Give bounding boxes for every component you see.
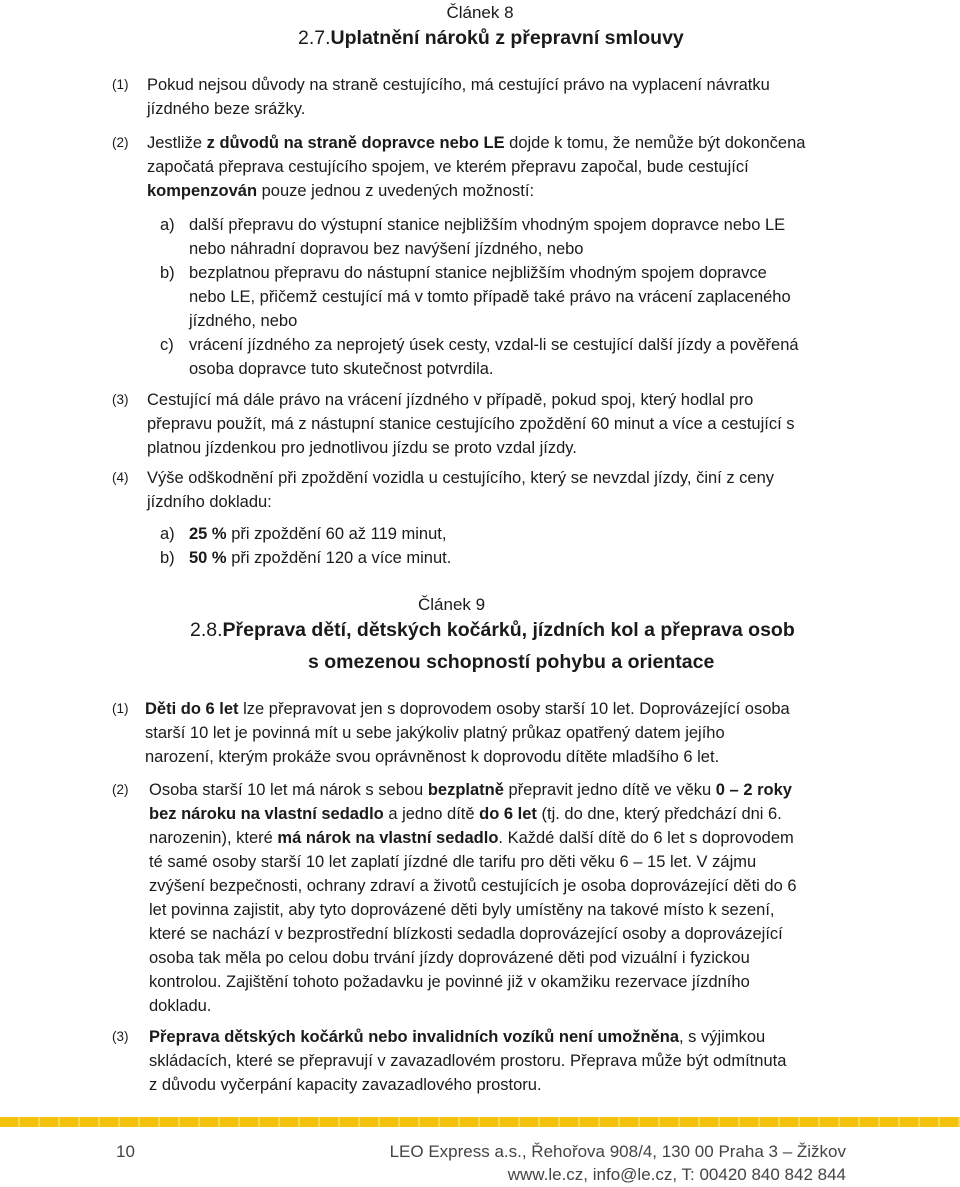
list-item-line: jízdného, nebo [189,312,298,330]
emphasis: bezplatně [427,781,504,799]
emphasis: Přeprava dětských kočárků nebo invalidních vozíků není umožněna [149,1028,679,1046]
emphasis: 25 % [189,525,227,543]
paragraph-number: (2) [112,782,129,797]
list-item-line [189,522,446,546]
paragraph-line: let povinna zajistit, aby tyto doprovázené děti byly umístěny na takové místo k sezení, [149,901,775,919]
text: Osoba starší 10 let má nárok s sebou [149,781,428,799]
section-2-8-title [190,619,795,642]
paragraph-line: té samé osoby starší 10 let zaplatí jízdné dle tarifu pro děti věku 6 – 15 let. V zájmu [149,853,757,871]
footer-contact[interactable]: www.le.cz, info@le.cz, T: 00420 840 842 844 [507,1165,846,1184]
paragraph-line: z důvodu vyčerpání kapacity zavazadlového prostoru. [149,1076,542,1094]
paragraph-line [149,1025,765,1049]
list-item-line: vrácení jízdného za neprojetý úsek cesty, vzdal-li se cestující další jízdy a pověřená [189,336,799,354]
emphasis: má nárok na vlastní sedadlo [277,829,499,847]
text: , s výjimkou [679,1028,766,1046]
list-item-line: bezplatnou přepravu do nástupní stanice nejbližším vhodným spojem dopravce [189,264,767,282]
list-item-line [189,546,451,570]
text: narozenin), které [149,829,278,847]
paragraph-line [145,697,790,721]
text: a jedno dítě [383,805,480,823]
text: lze přepravovat jen s doprovodem osoby starší 10 let. Doprovázející osoba [238,700,790,718]
paragraph-line: Cestující má dále právo na vrácení jízdného v případě, pokud spoj, který hodlal pro [147,391,754,409]
paragraph-line: osoba tak měla po celou dobu trvání jízdy doprovázené děti pod vizuální i fyzickou [149,949,750,967]
paragraph-line: starší 10 let je povinná mít u sebe jakýkoliv platný průkaz opatřený datem jejího [145,724,725,742]
paragraph-line: platnou jízdenkou pro jednotlivou jízdu se proto vzdal jízdy. [147,439,577,457]
list-item-line: nebo LE, přičemž cestující má v tomto případě také právo na vrácení zaplaceného [189,288,791,306]
text: při zpoždění 120 a více minut. [226,549,452,567]
paragraph-line: jízdného beze srážky. [147,100,306,118]
list-item-line: další přepravu do výstupní stanice nejbližším vhodným spojem dopravce nebo LE [189,216,786,234]
paragraph-number: (3) [112,1029,129,1044]
list-item-line: osoba dopravce tuto skutečnost potvrdila. [189,360,494,378]
paragraph-line: přepravu použít, má z nástupní stanice cestujícího zpoždění 60 minut a více a cestující s [147,415,795,433]
paragraph-line [149,802,782,826]
footer-address: LEO Express a.s., Řehořova 908/4, 130 00 Praha 3 – Žižkov [389,1142,846,1161]
section-heading: Uplatnění nároků z přepravní smlouvy [330,27,684,49]
paragraph-number: (4) [112,470,129,485]
section-heading: Přeprava dětí, dětských kočárků, jízdních kol a přeprava osob [222,619,795,641]
paragraph-line: Výše odškodnění při zpoždění vozidla u cestujícího, který se nevzdal jízdy, činí z ceny [147,469,775,487]
page-number: 10 [116,1142,135,1161]
paragraph-line [149,778,792,802]
emphasis: Děti do 6 let [145,700,239,718]
list-marker: a) [160,525,175,543]
paragraph-line: kontrolou. Zajištění tohoto požadavku je povinné již v okamžiku rezervace jízdního [149,973,750,991]
paragraph-line: narození, kterým prokáže svou oprávněnost k doprovodu dítěte mladšího 6 let. [145,748,720,766]
emphasis: bez nároku na vlastní sedadlo [149,805,384,823]
list-item-line: nebo náhradní dopravou bez navýšení jízdného, nebo [189,240,584,258]
text: Jestliže [147,134,207,152]
emphasis: z důvodů na straně dopravce nebo LE [206,134,505,152]
list-marker: b) [160,264,175,282]
paragraph-line: započatá přeprava cestujícího spojem, ve kterém přepravu započal, bude cestující [147,158,749,176]
paragraph-line: které se nachází v bezprostřední blízkosti sedadla doprovázející osoby a doprovázející [149,925,783,943]
text: . Každé další dítě do 6 let s doprovodem [498,829,794,847]
paragraph-number: (2) [112,135,129,150]
section-2-7-title [298,27,684,50]
emphasis: 0 – 2 roky [715,781,792,799]
paragraph-line [147,131,805,155]
paragraph-line: skládacích, které se přepravují v zavazadlovém prostoru. Přeprava může být odmítnuta [149,1052,787,1070]
list-marker: b) [160,549,175,567]
text: při zpoždění 60 až 119 minut, [226,525,447,543]
section-heading-line-2: s omezenou schopností pohybu a orientace [308,651,715,673]
list-marker: a) [160,216,175,234]
paragraph-number: (3) [112,392,129,407]
text: pouze jednou z uvedených možností: [257,182,535,200]
text: dojde k tomu, že nemůže být dokončena [504,134,806,152]
paragraph-line: dokladu. [149,997,212,1015]
article-8-label: Článek 8 [446,3,514,22]
paragraph-line: jízdního dokladu: [147,493,272,511]
paragraph-line [149,826,794,850]
paragraph-line: Pokud nejsou důvody na straně cestujícího, má cestující právo na vyplacení návratku [147,76,770,94]
article-9-label: Článek 9 [418,595,486,614]
paragraph-number: (1) [112,77,129,92]
paragraph-line [147,179,534,203]
list-marker: c) [160,336,174,354]
section-number: 2.8. [190,619,223,641]
section-number: 2.7. [298,27,331,49]
emphasis: kompenzován [147,182,258,200]
text: přepravit jedno dítě ve věku [503,781,716,799]
paragraph-line: zvýšení bezpečnosti, ochrany zdraví a životů cestujících je osoba doprovázející děti do 6 [149,877,797,895]
emphasis: 50 % [189,549,227,567]
footer-stripe [0,1117,960,1127]
paragraph-number: (1) [112,701,129,716]
text: (tj. do dne, který předchází dni 6. [536,805,782,823]
emphasis: do 6 let [479,805,537,823]
